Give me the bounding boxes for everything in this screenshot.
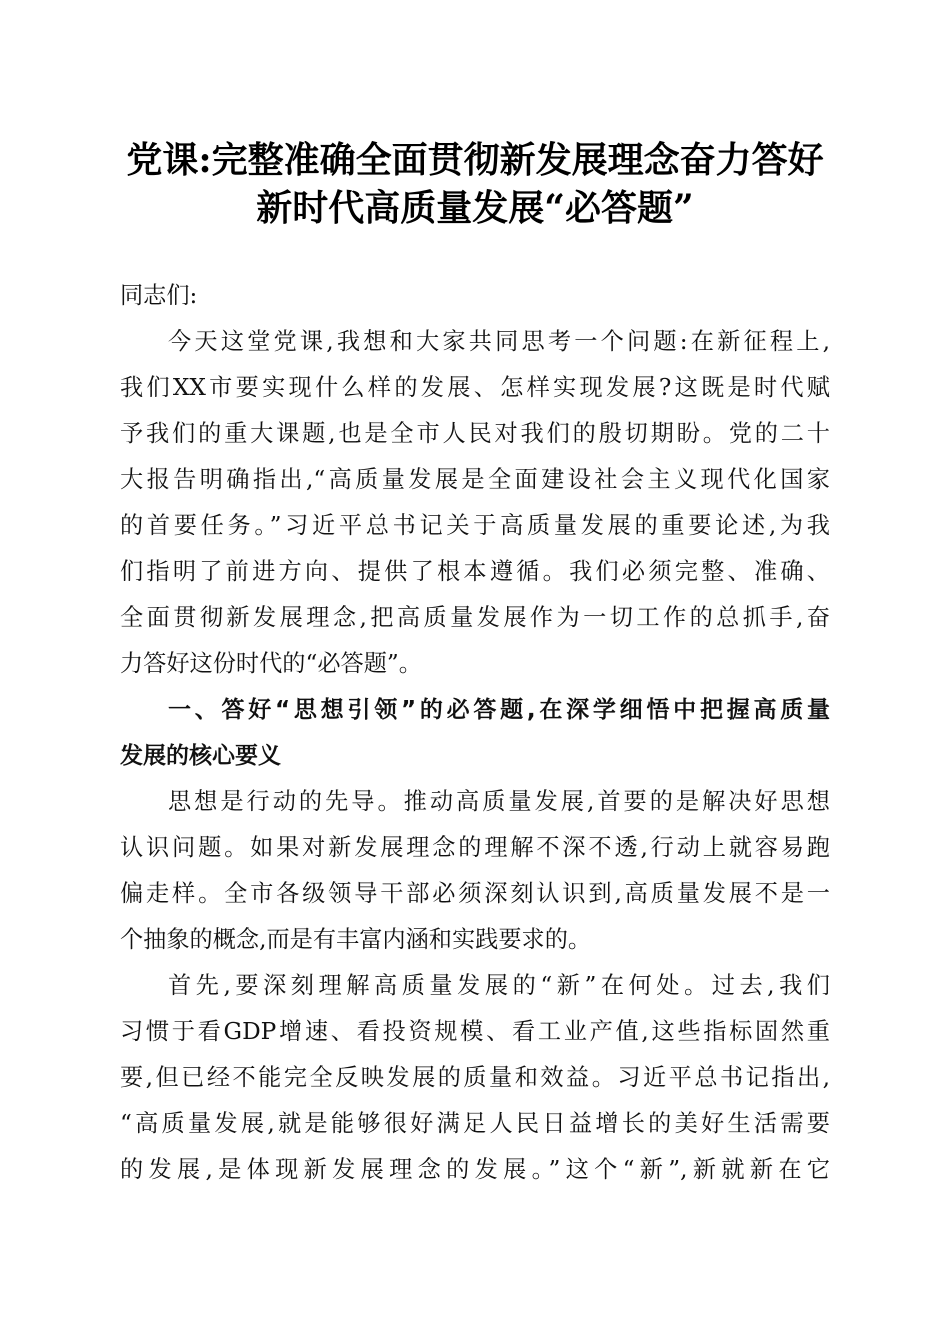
document-title-line-2: 新时代高质量发展“必答题” <box>256 187 694 229</box>
body-paragraphs <box>120 319 830 1193</box>
paragraph-line: 全面贯彻新发展理念,把高质量发展作为一切工作的总抓手,奋 <box>120 604 830 631</box>
paragraph-line: 要,但已经不能完全反映发展的质量和效益。习近平总书记指出, <box>120 1064 830 1091</box>
paragraph-line: “高质量发展,就是能够很好满足人民日益增长的美好生活需要 <box>120 1110 830 1137</box>
section-heading-line: 一、答好“思想引领”的必答题,在深学细悟中把握高质量 <box>168 697 830 723</box>
paragraph-line: 习惯于看GDP增速、看投资规模、看工业产值,这些指标固然重 <box>120 1018 830 1045</box>
paragraph-line: 我们XX市要实现什么样的发展、怎样实现发展?这既是时代赋 <box>120 374 830 401</box>
paragraph-line: 今天这堂党课,我想和大家共同思考一个问题:在新征程上, <box>168 328 830 355</box>
paragraph-line: 们指明了前进方向、提供了根本遵循。我们必须完整、准确、 <box>120 558 830 585</box>
paragraph-line: 力答好这份时代的“必答题”。 <box>120 650 422 677</box>
paragraph-line: 个抽象的概念,而是有丰富内涵和实践要求的。 <box>120 926 592 953</box>
section-heading-line: 发展的核心要义 <box>120 743 281 769</box>
paragraph-line: 首先,要深刻理解高质量发展的“新”在何处。过去,我们 <box>168 972 830 999</box>
paragraph-line: 的首要任务。”习近平总书记关于高质量发展的重要论述,为我 <box>120 512 830 539</box>
paragraph-line: 的发展,是体现新发展理念的发展。”这个“新”,新就新在它 <box>120 1156 830 1183</box>
paragraph-line: 思想是行动的先导。推动高质量发展,首要的是解决好思想 <box>168 788 830 815</box>
paragraph-line: 偏走样。全市各级领导干部必须深刻认识到,高质量发展不是一 <box>120 880 830 907</box>
document-title-line-1: 党课:完整准确全面贯彻新发展理念奋力答好 <box>126 139 824 181</box>
paragraph-line: 大报告明确指出,“高质量发展是全面建设社会主义现代化国家 <box>120 466 830 493</box>
greeting-text: 同志们: <box>120 282 198 309</box>
paragraph-line: 予我们的重大课题,也是全市人民对我们的殷切期盼。党的二十 <box>120 420 830 447</box>
greeting <box>120 273 830 319</box>
paragraph-line: 认识问题。如果对新发展理念的理解不深不透,行动上就容易跑 <box>120 834 830 861</box>
